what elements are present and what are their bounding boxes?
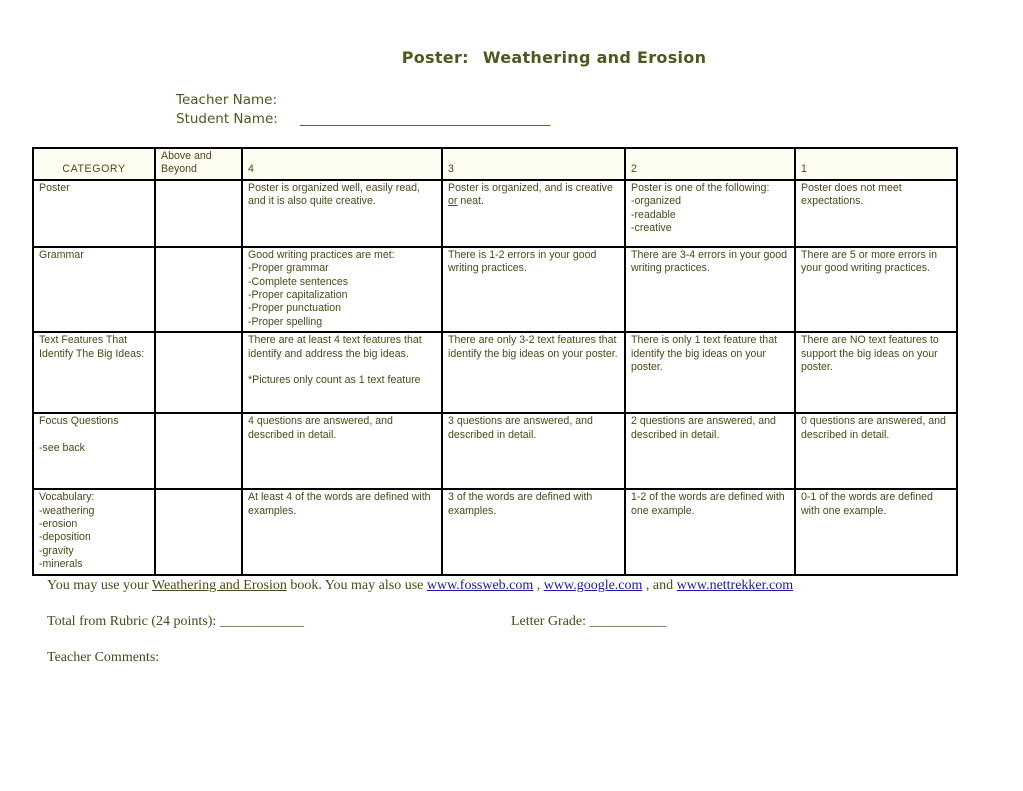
book-title: Weathering and Erosion [151,578,287,593]
above-beyond-cell[interactable] [155,332,242,413]
student-name-line[interactable]: ________________________________________ [299,111,550,127]
above-beyond-cell[interactable] [155,413,242,489]
score-1-cell: 0 questions are answered, and described in detail. [795,413,957,489]
resources-line: You may use your Weathering and Erosion book. You may also use www.fossweb.com , www.google.com , and www.nettrekker.com [47,578,794,593]
student-name-label: Student Name: [176,111,278,127]
category-cell: Focus Questions -see back [33,413,155,489]
title-part2: Weathering and Erosion [482,48,707,67]
score-2-cell: There are 3-4 errors in your good writing practices. [625,247,795,332]
score-4-cell: 4 questions are answered, and described in detail. [242,413,442,489]
score-2-cell: 2 questions are answered, and described in detail. [625,413,795,489]
table-row [33,489,957,574]
category-cell: Text Features That Identify The Big Ideas: [33,332,155,413]
score-2-cell: There is only 1 text feature that identify the big ideas on your poster. [625,332,795,413]
title-part1: Poster: [401,48,469,67]
above-beyond-cell[interactable] [155,489,242,574]
score-3-cell: There are only 3-2 text features that identify the big ideas on your poster. [442,332,625,413]
grade-blank[interactable]: ___________ [589,614,667,629]
score-2-cell: 1-2 of the words are defined with one example. [625,489,795,574]
table-row [33,180,957,247]
table-row [33,332,957,413]
score-3-cell: Poster is organized, and is creative or neat. [442,180,625,247]
teacher-comments: Teacher Comments: [47,650,160,665]
above-beyond-cell[interactable] [155,180,242,247]
header-score-4: 4 [242,148,442,180]
letter-grade [511,614,667,630]
score-4-cell: Good writing practices are met: -Proper grammar -Complete sentences -Proper capitalization -Proper punctuation -Proper spelling [242,247,442,332]
category-cell: Poster [33,180,155,247]
header-score-3: 3 [442,148,625,180]
table-row [33,413,957,489]
nettrekker-link[interactable]: www.nettrekker.com [676,578,794,593]
score-1-cell: There are 5 or more errors in your good writing practices. [795,247,957,332]
grade-label: Letter Grade: [511,614,590,629]
score-3-cell: 3 questions are answered, and described in detail. [442,413,625,489]
student-name-row [176,110,550,129]
score-4-cell: There are at least 4 text features that identify and address the big ideas. *Pictures only count as 1 text feature [242,332,442,413]
category-cell: Vocabulary: -weathering -erosion -deposition -gravity -minerals [33,489,155,574]
score-1-cell: 0-1 of the words are defined with one example. [795,489,957,574]
score-4-cell: Poster is organized well, easily read, and it is also quite creative. [242,180,442,247]
above-beyond-cell[interactable] [155,247,242,332]
header-category: CATEGORY [33,148,155,180]
page-title [0,48,1023,67]
teacher-name-row [176,91,550,110]
total-label: Total from Rubric (24 points): [47,614,220,629]
score-4-cell: At least 4 of the words are defined with examples. [242,489,442,574]
category-cell: Grammar [33,247,155,332]
fossweb-link[interactable]: www.fossweb.com [426,578,534,593]
score-1-cell: Poster does not meet expectations. [795,180,957,247]
rubric-table [32,147,958,576]
score-1-cell: There are NO text features to support the big ideas on your poster. [795,332,957,413]
total-blank[interactable]: ____________ [219,614,304,629]
header-score-2: 2 [625,148,795,180]
header-above-beyond: Above and Beyond [155,148,242,180]
total-line [47,614,667,630]
table-row [33,247,957,332]
score-3-cell: 3 of the words are defined with examples. [442,489,625,574]
header-score-1: 1 [795,148,957,180]
google-link[interactable]: www.google.com [543,578,643,593]
teacher-name-label: Teacher Name: [176,92,278,108]
score-2-cell: Poster is one of the following: -organized -readable -creative [625,180,795,247]
score-3-cell: There is 1-2 errors in your good writing practices. [442,247,625,332]
header-row [33,148,957,180]
or-underlined: or [448,195,458,208]
name-fields [176,91,550,129]
